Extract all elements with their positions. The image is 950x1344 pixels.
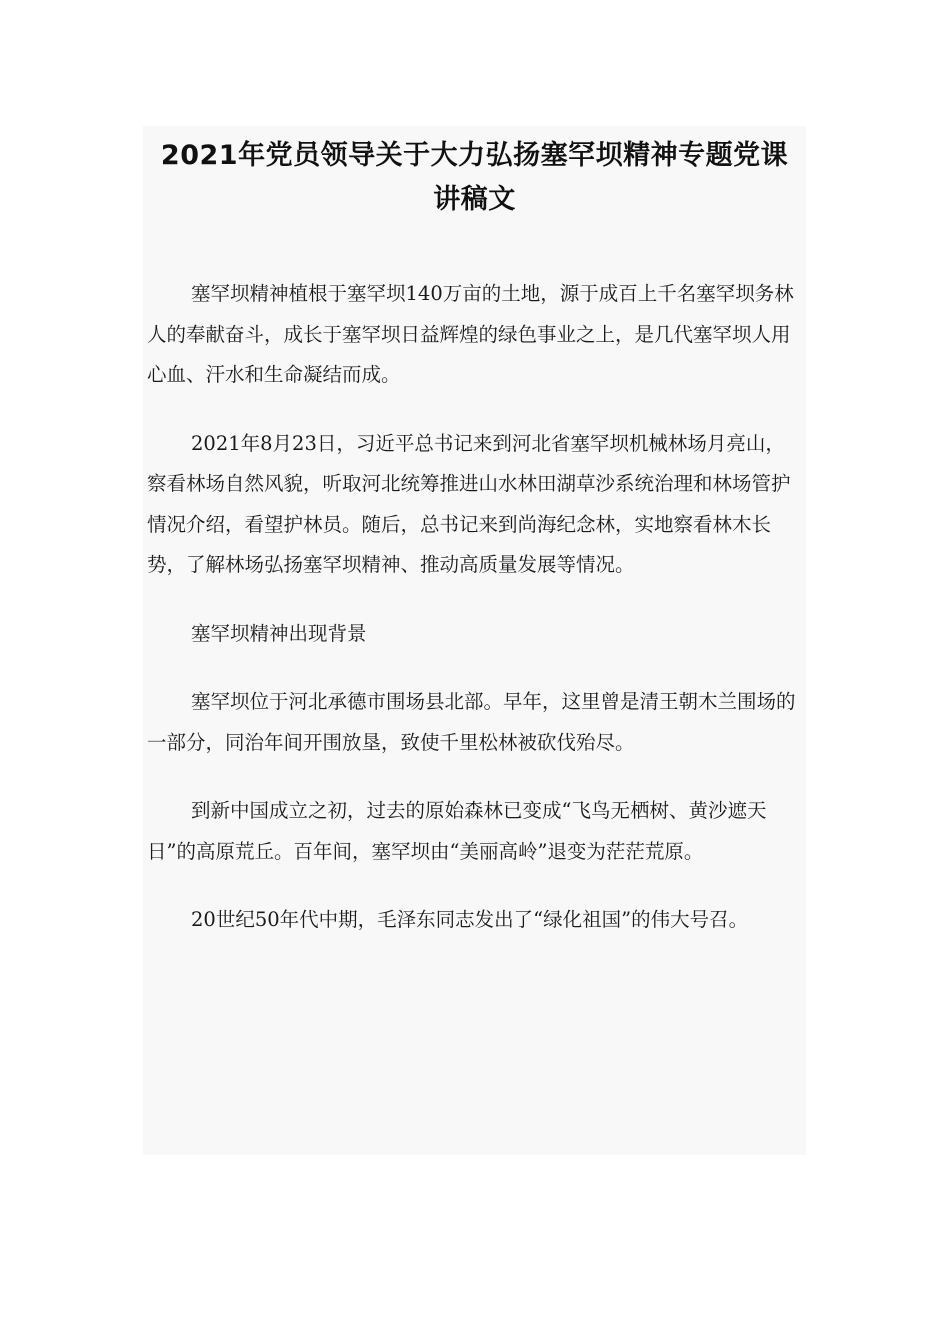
document-title-line-1: 2021年党员领导关于大力弘扬塞罕坝精神专题党课 [160, 140, 789, 171]
paragraph-visit: 2021年8月23日，习近平总书记来到河北省塞罕坝机械林场月亮山，察看林场自然风貌，听取河北统筹推进山水林田湖草沙系统治理和林场管护情况介绍，看望护林员。随后，总书记来到尚海纪念林，实地察看林木长势，了解林场弘扬塞罕坝精神、推动高质量发展等情况。 [147, 431, 791, 576]
paragraph-location: 塞罕坝位于河北承德市围场县北部。早年，这里曾是清王朝木兰围场的一部分，同治年间开围放垦，致使千里松林被砍伐殆尽。 [147, 690, 796, 754]
document-title-line-2: 讲稿文 [433, 184, 516, 215]
document-title [143, 126, 806, 222]
paragraph-call: 20世纪50年代中期，毛泽东同志发出了“绿化祖国”的伟大号召。 [191, 908, 749, 931]
document-page [143, 126, 806, 1155]
paragraph-intro: 塞罕坝精神植根于塞罕坝140万亩的土地，源于成百上千名塞罕坝务林人的奉献奋斗，成长于塞罕坝日益辉煌的绿色事业之上，是几代塞罕坝人用心血、汗水和生命凝结而成。 [147, 282, 794, 386]
document-body [143, 274, 806, 941]
paragraph-founding: 到新中国成立之初，过去的原始森林已变成“飞鸟无栖树、黄沙遮天日”的高原荒丘。百年间，塞罕坝由“美丽高岭”退变为茫茫荒原。 [147, 799, 767, 863]
section-heading-background: 塞罕坝精神出现背景 [191, 621, 367, 645]
